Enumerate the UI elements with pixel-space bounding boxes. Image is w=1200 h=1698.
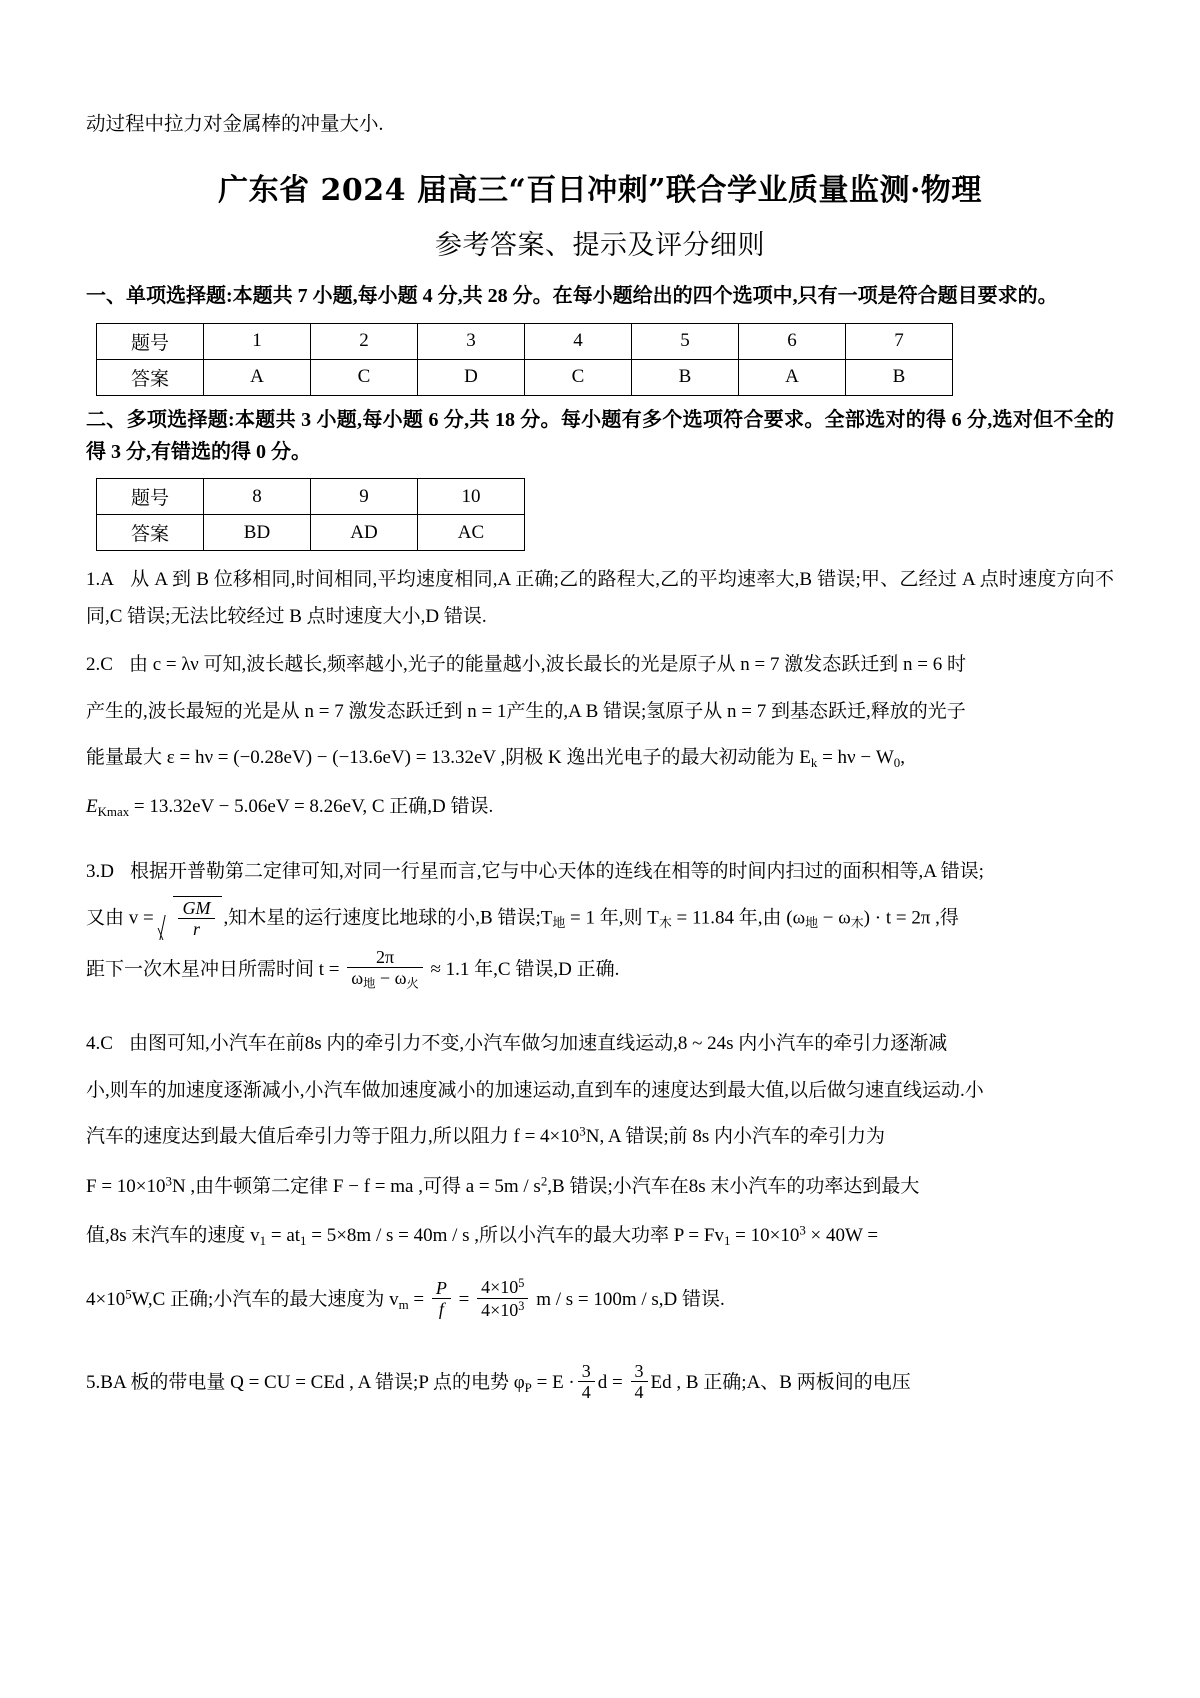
explanation-text: N, A 错误;前 8s 内小汽车的牵引力为 [585,1125,885,1147]
subscript: k [810,754,818,770]
explanation-q4-line5 [86,1214,1114,1258]
subscript: 1 [259,1233,267,1249]
explanation-text: ,知木星的运行速度比地球的小,B 错误;T [223,907,553,929]
math-symbol: ω [351,968,364,989]
table-row [97,323,953,359]
fraction [631,1361,648,1404]
explanation-q4 [86,1025,1114,1062]
fraction-numerator [477,1276,528,1298]
fraction-numerator: P [435,1277,447,1298]
explanation-text: 根据开普勒第二定律可知,对同一行星而言,它与中心天体的连线在相等的时间内扫过的面积相等,A 错误; [129,860,984,882]
explanation-text: N ,由牛顿第二定律 F − f = ma ,可得 a = 5m / s [171,1175,541,1197]
explanation-q2-line4 [86,785,1114,829]
fraction-numerator: 3 [581,1360,591,1381]
superscript: 3 [579,1123,586,1139]
question-number: 4 [525,323,632,359]
explanation-text: 由 c = λν 可知,波长越长,频率越小,光子的能量越小,波长最长的光是原子从 n = 7 激发态跃迁到 n = 6 时 [128,653,966,675]
explanation-lead: 2.C [86,653,113,675]
explanation-lead: 3.D [86,860,114,882]
superscript: 3 [518,1299,525,1314]
explanation-text: = E · [531,1372,575,1393]
subscript: 地 [805,915,819,931]
explanation-lead: 4.C [86,1032,113,1054]
explanation-q2 [86,646,1114,683]
question-number: 7 [846,323,953,359]
subscript: 地 [363,976,376,991]
explanation-text: 小,则车的加速度逐渐减小,小汽车做加速度减小的加速运动,直到车的速度达到最大值,以后做匀速直线运动.小 [86,1079,984,1101]
superscript: 2 [540,1173,548,1189]
explanation-lead: 1.A [86,569,114,591]
explanation-text: , [900,746,905,768]
math-symbol: 4×10 [481,1300,519,1321]
answer-cell: A [204,359,311,395]
explanation-text: = 11.84 年,由 (ω [671,907,806,929]
explanation-text: = [408,1288,429,1310]
page-subtitle: 参考答案、提示及评分细则 [435,230,765,262]
superscript: 3 [165,1173,172,1189]
answer-cell: C [525,359,632,395]
superscript: 5 [518,1276,525,1291]
explanation-text: Ed , B 正确;A、B 两板间的电压 [650,1372,911,1393]
explanation-text: = at [266,1225,301,1247]
explanation-text: = [453,1288,475,1310]
fraction-denominator: 4 [578,1381,595,1403]
fraction [477,1276,528,1321]
fraction-denominator: r [178,918,214,940]
explanation-q1 [86,561,1114,635]
superscript: 5 [125,1286,132,1302]
explanation-text: = 1 年,则 T [565,907,659,929]
explanation-text: 能量最大 ε = hν = (−0.28eV) − (−13.6eV) = 13.32eV ,阴极 K 逸出光电子的最大初动能为 E [86,746,811,768]
explanation-q4-line6 [86,1278,1114,1323]
row-header-answer: 答案 [97,515,204,551]
fraction [178,898,214,941]
explanation-text: d = [597,1372,628,1393]
fraction [432,1278,451,1321]
subscript: 火 [406,976,419,991]
subscript: P [524,1379,532,1395]
table-row [97,479,525,515]
section-2-heading: 二、多项选择题:本题共 3 小题,每小题 6 分,共 18 分。每小题有多个选项符合要求。全部选对的得 6 分,选对但不全的得 3 分,有错选的得 0 分。 [86,408,1114,464]
explanation-text: ) · t = 2π ,得 [863,907,959,929]
answer-cell: AD [311,515,418,551]
explanation-text: F = 10×10 [86,1175,166,1197]
explanation-q4-line4 [86,1165,1114,1209]
superscript: 3 [799,1222,806,1238]
explanation-text: 汽车的速度达到最大值后牵引力等于阻力,所以阻力 f = 4×10 [86,1125,580,1147]
explanation-text: 4×10 [86,1288,126,1310]
fraction-denominator: f [432,1298,451,1320]
subscript: 木 [658,915,672,931]
page-title: 广东省 2024 届高三“百日冲刺”联合学业质量监测·物理 [218,173,982,209]
answer-cell: C [311,359,418,395]
explanation-q5 [86,1361,1114,1405]
row-header-number: 题号 [97,323,204,359]
square-root [160,896,221,942]
fraction-numerator: GM [182,897,211,918]
explanation-text: = 10×10 [730,1225,800,1247]
explanation-text: 值,8s 末汽车的速度 v [86,1225,260,1247]
explanation-text: 又由 v = [86,907,159,929]
fraction [578,1361,595,1404]
row-header-answer: 答案 [97,359,204,395]
subscript: Kmax [97,804,130,820]
multi-choice-answer-table [96,478,525,551]
table-row [97,515,525,551]
explanation-q3 [86,853,1114,890]
table-row [97,359,953,395]
math-symbol: 4×10 [481,1277,519,1298]
question-number: 10 [418,479,525,515]
fraction-denominator [347,967,423,991]
explanation-text: 从 A 到 B 位移相同,时间相同,平均速度相同,A 正确;乙的路程大,乙的平均速率大,B 错误;甲、乙经过 A 点时速度方向不同,C 错误;无法比较经过 B 点时速度大小,D 错误. [86,569,1114,628]
single-choice-answer-table [96,323,953,396]
answer-cell: D [418,359,525,395]
answer-cell: A [739,359,846,395]
fraction-denominator: 4 [631,1381,648,1403]
row-header-number: 题号 [97,479,204,515]
question-number: 8 [204,479,311,515]
explanation-text: 产生的,波长最短的光是从 n = 7 激发态跃迁到 n = 1产生的,A B 错误;氢原子从 n = 7 到基态跃迁,释放的光子 [86,700,966,722]
section-1-heading: 一、单项选择题:本题共 7 小题,每小题 4 分,共 28 分。在每小题给出的四个选项中,只有一项是符合题目要求的。 [86,285,1058,308]
fraction-numerator: 3 [634,1360,644,1381]
explanation-text: − ω [818,907,851,929]
explanation-q3-line3 [86,948,1114,993]
math-symbol: − ω [375,968,407,989]
explanation-text: = 5×8m / s = 40m / s ,所以小汽车的最大功率 P = Fv [306,1225,724,1247]
subscript: 地 [552,915,566,931]
explanation-q2-line3 [86,736,1114,780]
explanation-text: × 40W = [805,1225,879,1247]
question-number: 9 [311,479,418,515]
explanation-q4-line3 [86,1115,1114,1159]
question-number: 2 [311,323,418,359]
explanation-text: 由图可知,小汽车在前8s 内的牵引力不变,小汽车做匀加速直线运动,8 ~ 24s 内小汽车的牵引力逐渐减 [128,1032,948,1054]
answer-cell: B [632,359,739,395]
question-number: 5 [632,323,739,359]
explanation-text: m / s = 100m / s,D 错误. [531,1288,725,1310]
subscript: 1 [300,1233,307,1249]
subscript: 木 [850,915,864,931]
explanation-text: A 板的带电量 Q = CU = CEd , A 错误;P 点的电势 φ [112,1372,525,1393]
subscript: 1 [723,1233,731,1249]
continuation-text: 动过程中拉力对金属棒的冲量大小. [86,114,384,135]
answer-cell: AC [418,515,525,551]
explanation-q2-line2 [86,693,1114,730]
fraction-numerator: 2π [375,946,395,967]
explanation-text: ≈ 1.1 年,C 错误,D 正确. [425,958,620,980]
explanation-lead: 5.B [86,1372,113,1393]
fraction [347,947,423,992]
subscript: m [398,1296,409,1312]
explanation-q4-line2 [86,1072,1114,1109]
explanation-text: ,B 错误;小汽车在8s 末小汽车的功率达到最大 [547,1175,920,1197]
question-number: 6 [739,323,846,359]
question-number: 3 [418,323,525,359]
answer-cell: BD [204,515,311,551]
math-symbol: E [86,796,98,818]
fraction-denominator [477,1298,528,1321]
answer-cell: B [846,359,953,395]
explanation-text: = hν − W [817,746,894,768]
explanation-text: = 13.32eV − 5.06eV = 8.26eV, C 正确,D 错误. [129,796,494,818]
subscript: 0 [893,754,901,770]
question-number: 1 [204,323,311,359]
explanation-text: 距下一次木星冲日所需时间 t = [86,958,345,980]
explanation-q3-line2 [86,896,1114,942]
explanation-text: W,C 正确;小汽车的最大速度为 v [131,1288,399,1310]
